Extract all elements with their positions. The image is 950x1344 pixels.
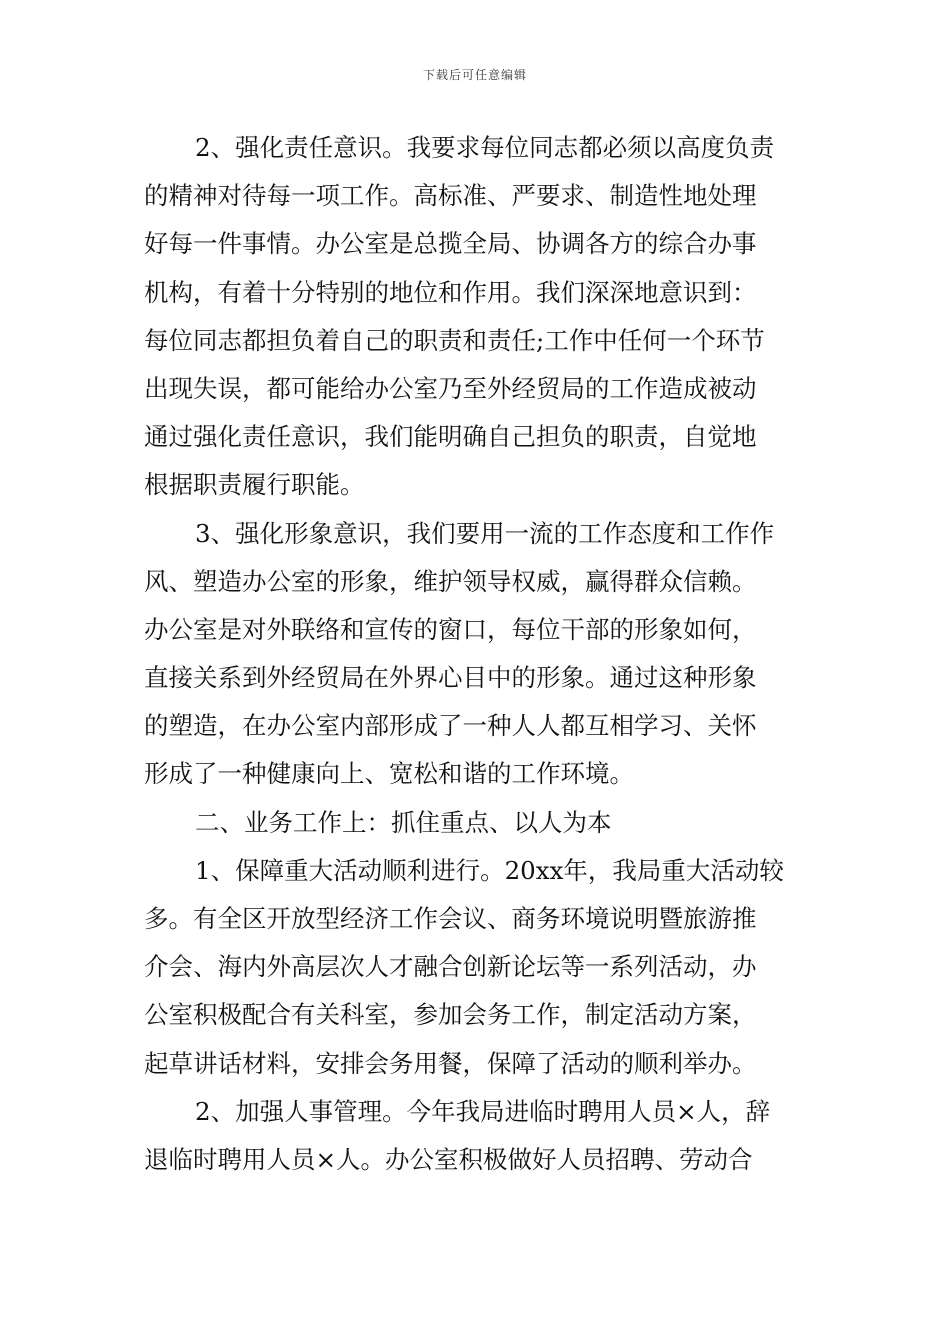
text-line: 起草讲话材料，安排会务用餐，保障了活动的顺利举办。 [144, 1048, 757, 1078]
text-line: 介会、海内外高层次人才融合创新论坛等一系列活动，办 [144, 952, 757, 982]
text-line: 3、强化形象意识，我们要用一流的工作态度和工作作 [195, 518, 775, 548]
text-line: 公室积极配合有关科室，参加会务工作，制定活动方案， [144, 1000, 757, 1030]
text-line: 出现失误，都可能给办公室乃至外经贸局的工作造成被动 [144, 373, 757, 403]
text-line: 直接关系到外经贸局在外界心目中的形象。通过这种形象 [144, 663, 757, 693]
body-text [144, 124, 806, 1184]
text-line: 1、保障重大活动顺利进行。20xx年，我局重大活动较 [195, 855, 784, 885]
text-line: 的精神对待每一项工作。高标准、严要求、制造性地处理 [144, 181, 757, 211]
text-line: 形成了一种健康向上、宽松和谐的工作环境。 [144, 759, 634, 789]
text-line: 退临时聘用人员×人。办公室积极做好人员招聘、劳动合 [144, 1144, 753, 1174]
text-line: 办公室是对外联络和宣传的窗口，每位干部的形象如何， [144, 614, 757, 644]
text-line: 每位同志都担负着自己的职责和责任;工作中任何一个环节 [144, 325, 765, 355]
text-line: 风、塑造办公室的形象，维护领导权威，赢得群众信赖。 [144, 566, 757, 596]
text-line: 通过强化责任意识，我们能明确自己担负的职责，自觉地 [144, 422, 757, 452]
text-line: 根据职责履行职能。 [144, 470, 365, 500]
text-line: 2、加强人事管理。今年我局进临时聘用人员×人，辞 [195, 1096, 771, 1126]
text-line: 2、强化责任意识。我要求每位同志都必须以高度负责 [195, 133, 775, 162]
text-line: 的塑造，在办公室内部形成了一种人人都互相学习、关怀 [144, 711, 757, 741]
text-line: 机构，有着十分特别的地位和作用。我们深深地意识到： [144, 277, 757, 307]
text-line: 多。有全区开放型经济工作会议、商务环境说明暨旅游推 [144, 904, 757, 933]
text-line: 好每一件事情。办公室是总揽全局、协调各方的综合办事 [144, 229, 757, 259]
text-line: 二、业务工作上：抓住重点、以人为本 [195, 807, 612, 837]
header-note: 下载后可任意编辑 [422, 68, 527, 82]
